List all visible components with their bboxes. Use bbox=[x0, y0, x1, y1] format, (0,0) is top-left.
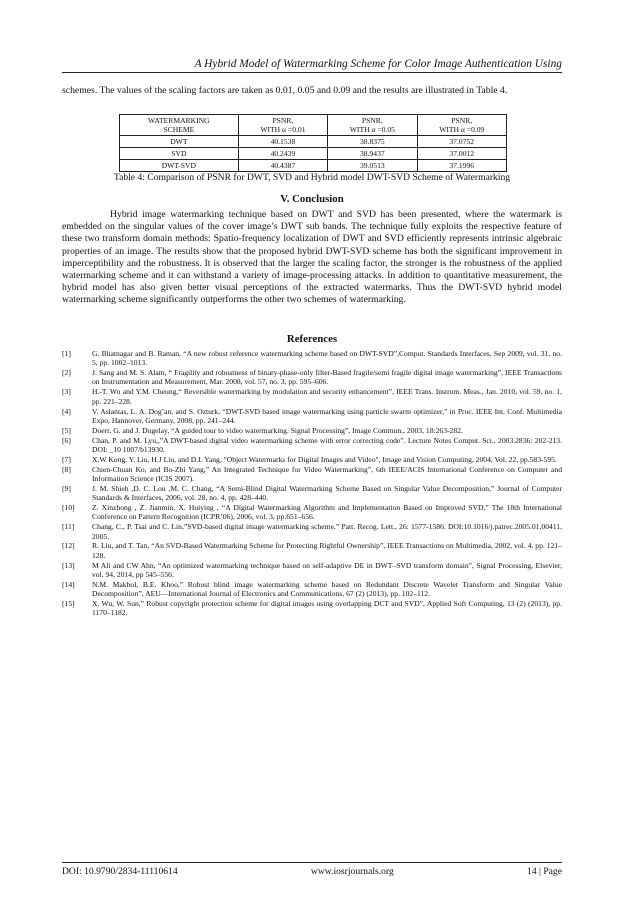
reference-text: V. Aslantas, L. A. Dog˘an, and S. Ozturk, “DWT-SVD based image watermarking using particle swarm optimizer,” in Proc. IEEE Int. Conf. Multimedia Expo, Hannover, Germany, 2008, pp. 241–244. bbox=[92, 406, 562, 425]
reference-number: [5] bbox=[62, 425, 71, 435]
table-row bbox=[120, 148, 507, 160]
reference-number: [10] bbox=[62, 503, 75, 513]
reference-item bbox=[62, 349, 562, 368]
footer-website: www.iosrjournals.org bbox=[310, 866, 394, 877]
conclusion-heading: V. Conclusion bbox=[280, 193, 344, 205]
reference-item bbox=[62, 368, 562, 387]
reference-text: Chang, C., P. Tsai and C. Lin,”SVD-based digital image watermarking scheme.” Patt. Recog. Lett., 26: 1577-1586. DOI:10.1016/j.patrec.2005.01.00411, 2005. bbox=[92, 522, 562, 541]
reference-text: J. M. Shieh ,D. C. Lou ,M. C. Chang, “A Semi-Blind Digital Watermarking Scheme Based on Singular Value Decomposition,” Journal of Computer Standards & Interfaces, 2006, vol. 28, no. 4, pp. 428–440. bbox=[92, 483, 562, 503]
reference-text: G. Bhatnagar and B. Raman, “A new robust reference watermarking scheme based on DWT-SVD”,Comput. Standards Interfaces, Sep 2009, vol. 31, no. 5, pp. 1002–1013. bbox=[92, 349, 562, 368]
reference-item bbox=[62, 426, 562, 435]
reference-item bbox=[62, 387, 562, 406]
reference-list bbox=[62, 349, 562, 618]
reference-number: [9] bbox=[62, 483, 71, 493]
cell-value: 37.0752 bbox=[417, 136, 506, 148]
table-caption: Table 4: Comparison of PSNR for DWT, SVD and Hybrid model DWT-SVD Scheme of Watermarking bbox=[113, 172, 511, 183]
reference-number: [15] bbox=[62, 599, 75, 609]
cell-value: 40.1538 bbox=[238, 136, 327, 148]
reference-number: [3] bbox=[62, 387, 71, 397]
table-header-row bbox=[120, 115, 507, 136]
cell-value: 37.0012 bbox=[417, 148, 506, 160]
reference-item bbox=[62, 541, 562, 560]
reference-number: [1] bbox=[62, 349, 71, 358]
reference-text: Chien-Chuan Ko, and Bo-Zhi Yang,” An Integrated Technique for Video Watermarking”, 6th IEEE/ACIS International Conference on Computer and Information Science (ICIS 2007). bbox=[92, 464, 562, 484]
reference-item bbox=[62, 599, 562, 618]
reference-item bbox=[62, 436, 562, 455]
cell-value: 38.8375 bbox=[328, 136, 417, 148]
reference-number: [12] bbox=[62, 541, 75, 551]
psnr-table bbox=[119, 114, 507, 172]
reference-number: [13] bbox=[62, 560, 75, 570]
reference-item bbox=[62, 407, 562, 426]
reference-number: [6] bbox=[62, 435, 71, 445]
cell-value: 40.2439 bbox=[238, 148, 327, 160]
cell-value: 37.1996 bbox=[417, 160, 506, 172]
reference-item bbox=[62, 561, 562, 580]
table-row bbox=[120, 136, 507, 148]
reference-text: X. Wu, W. Sun,” Robust copyright protection scheme for digital images using overlapping DCT and SVD”, Applied Soft Computing, 13 (2) (2013), pp. 1170–1182. bbox=[92, 599, 562, 618]
reference-text: H.-T. Wu and Y.M. Cheung,“ Reversible watermarking by modulation and security enhancement”, IEEE Trans. Instrum. Meas., Jan. 2010, vol. 59, no. 1, pp. 221–228. bbox=[92, 387, 562, 406]
table-row bbox=[120, 160, 507, 172]
reference-item bbox=[62, 484, 562, 503]
cell-scheme: SVD bbox=[120, 148, 239, 160]
reference-text: R. Liu, and T. Tan, “An SVD-Based Watermarking Scheme for Protecting Rightful Ownership”, IEEE Transactions on Multimedia, 2002, vol. 4, pp. 121–128. bbox=[92, 541, 562, 560]
reference-item bbox=[62, 465, 562, 484]
footer-doi: DOI: 10.9790/2834-11110614 bbox=[62, 866, 178, 877]
header-scheme: WATERMARKING SCHEME bbox=[120, 115, 239, 136]
cell-value: 39.0513 bbox=[328, 160, 417, 172]
reference-number: [2] bbox=[62, 368, 71, 378]
cell-scheme: DWT bbox=[120, 136, 239, 148]
running-header bbox=[62, 58, 562, 73]
reference-text: M Ali and CW Ahn, “An optimized watermarking technique based on self-adaptive DE in DWT–SVD transform domain”, Signal Processing, Elsevier, vol. 94, 2014, pp 545–556. bbox=[92, 560, 562, 579]
reference-text: N.M. Makbol, B.E. Khoo,” Robust blind image watermarking scheme based on Redundant Discrete Wavelet Transform and Singular Value Decomposition”, AEU—International Journal of Electronics and Communications, 67 (2) (2013), pp. 102–112. bbox=[92, 579, 562, 599]
reference-item bbox=[62, 580, 562, 599]
conclusion-paragraph: Hybrid image watermarking technique based on DWT and SVD has been presented, where the watermark is embedded on the singular values of the cover image’s DWT sub bands. The technique fully exploits the respective feature of these two transform domain methods: Spatio-frequency localization of DWT and SVD efficiently represents intrinsic algebraic properties of an image. The results show that the proposed hybrid DWT-SVD scheme has both the significant improvement in imperceptibility and the robustness. It is observed that the larger the scaling factor, the stronger is the robustness of the applied watermarking scheme and it can withstand a variety of image-processing attacks. In addition to quantitative measurement, the hybrid model has also given better visual perceptions of the extracted watermarks. Thus the DWT-SVD hybrid model watermarking scheme significantly outperforms the other two schemes of watermarking. bbox=[62, 209, 562, 306]
reference-text: J. Sang and M. S. Alam, “ Fragility and robustness of binary-phase-only filter-Based fragile/semi fragile digital image watermarking”, IEEE Transactions on Instrumentation and Measurement, Mar. 2008, vol. 57, no. 3, pp. 595–606. bbox=[92, 368, 562, 387]
page-footer bbox=[62, 862, 562, 877]
header-psnr-009: PSNR, WITH α =0.09 bbox=[417, 115, 506, 136]
cell-value: 38.9437 bbox=[328, 148, 417, 160]
reference-number: [7] bbox=[62, 454, 71, 464]
reference-number: [8] bbox=[62, 464, 71, 474]
header-psnr-001: PSNR, WITH α =0.01 bbox=[238, 115, 327, 136]
reference-number: [11] bbox=[62, 522, 75, 532]
reference-number: [4] bbox=[62, 406, 71, 416]
reference-number: [14] bbox=[62, 579, 75, 589]
running-title: A Hybrid Model of Watermarking Scheme for Color Image Authentication Using bbox=[194, 58, 562, 70]
cell-value: 40.4387 bbox=[238, 160, 327, 172]
reference-item bbox=[62, 503, 562, 522]
reference-item bbox=[62, 522, 562, 541]
reference-text: Doerr, G. and J. Dugelay, “A guided tour to video watermarking. Signal Processing”, Image Commun., 2003, 18:263-282. bbox=[92, 425, 463, 435]
references-heading: References bbox=[286, 333, 338, 345]
header-psnr-005: PSNR, WITH α =0.05 bbox=[328, 115, 417, 136]
reference-item bbox=[62, 455, 562, 464]
reference-text: Chan, P. and M. Lyu,,”A DWT-based digital video watermarking scheme with error correcting code”. Lecture Notes Comput. Sci., 2003.2836: 202-213. DOI: _10 1007/b13930. bbox=[92, 435, 562, 454]
reference-text: Z. Xinzhong , Z. Jianmin, X. Huiying , “A Digital Watermarking Algorithm and Implementation Based on Improved SVD,” The 18th International Conference on Pattern Recognition (ICPR’06), 2006, vol. 3, pp.651–656. bbox=[92, 503, 562, 522]
reference-text: X.W Kong, Y. Liu, H.J Liu, and D.L Yang, "Object Watermarks for Digital Images and Video", Image and Vision Computing, 2004, Vol. 22, pp.583-595. bbox=[92, 454, 557, 464]
footer-page-number: 14 | Page bbox=[527, 866, 562, 877]
cell-scheme: DWT-SVD bbox=[120, 160, 239, 172]
intro-paragraph: schemes. The values of the scaling factors are taken as 0.01, 0.05 and 0.09 and the results are illustrated in Table 4. bbox=[62, 85, 508, 96]
